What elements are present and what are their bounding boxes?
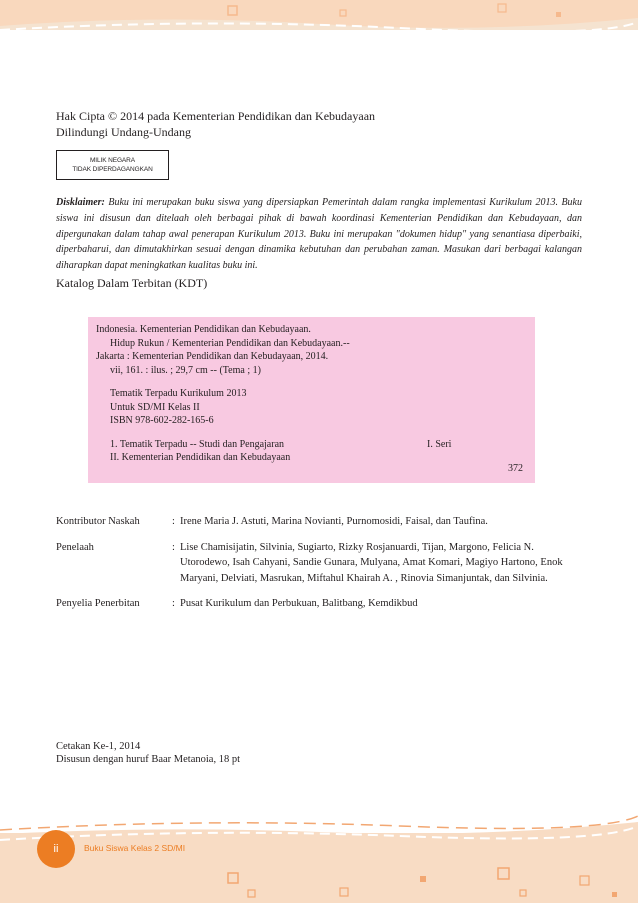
kdt-class-number: 372 bbox=[508, 462, 523, 474]
kdt-box bbox=[88, 317, 535, 483]
credits-block bbox=[56, 514, 586, 622]
kdt-title: Katalog Dalam Terbitan (KDT) bbox=[56, 276, 208, 290]
top-decor-pattern bbox=[0, 0, 638, 40]
stamp-line-1: MILIK NEGARA bbox=[89, 157, 136, 164]
footer-book-label: Buku Siswa Kelas 2 SD/MI bbox=[84, 843, 186, 853]
copyright-block bbox=[56, 108, 375, 140]
protected-notice: Dilindungi Undang-Undang bbox=[56, 125, 191, 139]
stamp-line-2: TIDAK DIPERDAGANGKAN bbox=[72, 166, 153, 173]
state-property-stamp bbox=[56, 150, 169, 180]
credit-value: Irene Maria J. Astuti, Marina Novianti, Purnomosidi, Faisal, dan Taufina. bbox=[180, 516, 488, 527]
copyright-line: Hak Cipta © 2014 pada Kementerian Pendidikan dan Kebudayaan bbox=[56, 109, 376, 123]
kdt-line: Jakarta : Kementerian Pendidikan dan Kebudayaan, 2014. bbox=[96, 351, 329, 362]
kdt-isbn: ISBN 978-602-282-165-6 bbox=[110, 415, 214, 426]
credit-penelaah bbox=[56, 540, 586, 587]
credit-label: Kontributor Naskah bbox=[56, 516, 140, 527]
kdt-line: Indonesia. Kementerian Pendidikan dan Kebudayaan. bbox=[96, 324, 311, 335]
edition-line: Cetakan Ke-1, 2014 bbox=[56, 741, 141, 752]
credit-colon: : bbox=[172, 598, 175, 609]
disclaimer-text: Buku ini merupakan buku siswa yang dipersiapkan Pemerintah dalam rangka implementasi Kurikulum 2013. Buku siswa ini disusun dan ditelaah oleh berbagai pihak di bawah koordinasi Kementerian Pendidikan dan Kebudayaan, dan dipergunakan dalam tahap awal penerapan Kurikulum 2013. Buku ini merupakan "dokumen hidup" yang senantiasa diperbaiki, diperbaharui, dan dimutakhirkan sesuai dengan dinamika kebutuhan dan perubahan zaman. Masukan dari berbagai kalangan diharapkan dapat meningkatkan kualitas buku ini. bbox=[56, 197, 582, 272]
kdt-seri: I. Seri bbox=[427, 438, 452, 450]
credit-label: Penelaah bbox=[56, 541, 94, 553]
disclaimer-label: Disklaimer: bbox=[56, 197, 105, 208]
credit-kontributor bbox=[56, 514, 586, 530]
credit-penyelia bbox=[56, 596, 586, 612]
disclaimer-paragraph bbox=[56, 195, 582, 274]
credit-value: Lise Chamisijatin, Silvinia, Sugiarto, Rizky Rosjanuardi, Tijan, Margono, Felicia N. Utorodewo, Isah Cahyani, Sandie Gunara, Mulyana, Amat Komari, Magiyo Hartono, Enok Maryani, Delviati, Masrukan, Miftahul Khairah A. , Rinovia Simanjuntak, dan Silvinia. bbox=[180, 541, 563, 584]
kdt-subject: 1. Tematik Terpadu -- Studi dan Pengajaran bbox=[110, 438, 285, 450]
credit-colon: : bbox=[172, 541, 175, 553]
credit-label: Penyelia Penerbitan bbox=[56, 598, 140, 609]
kdt-line: vii, 161. : ilus. ; 29,7 cm -- (Tema ; 1) bbox=[110, 364, 261, 376]
kdt-line: Untuk SD/MI Kelas II bbox=[110, 401, 200, 413]
credit-value: Pusat Kurikulum dan Perbukuan, Balitbang, Kemdikbud bbox=[180, 598, 418, 609]
typeface-line: Disusun dengan huruf Baar Metanoia, 18 pt bbox=[56, 754, 241, 765]
kdt-line: II. Kementerian Pendidikan dan Kebudayaan bbox=[110, 452, 291, 463]
page-number-badge: ii bbox=[37, 830, 75, 868]
kdt-line: Tematik Terpadu Kurikulum 2013 bbox=[110, 388, 247, 399]
kdt-line: Hidup Rukun / Kementerian Pendidikan dan Kebudayaan.-- bbox=[110, 337, 350, 349]
credit-colon: : bbox=[172, 516, 175, 527]
print-info bbox=[56, 740, 240, 766]
